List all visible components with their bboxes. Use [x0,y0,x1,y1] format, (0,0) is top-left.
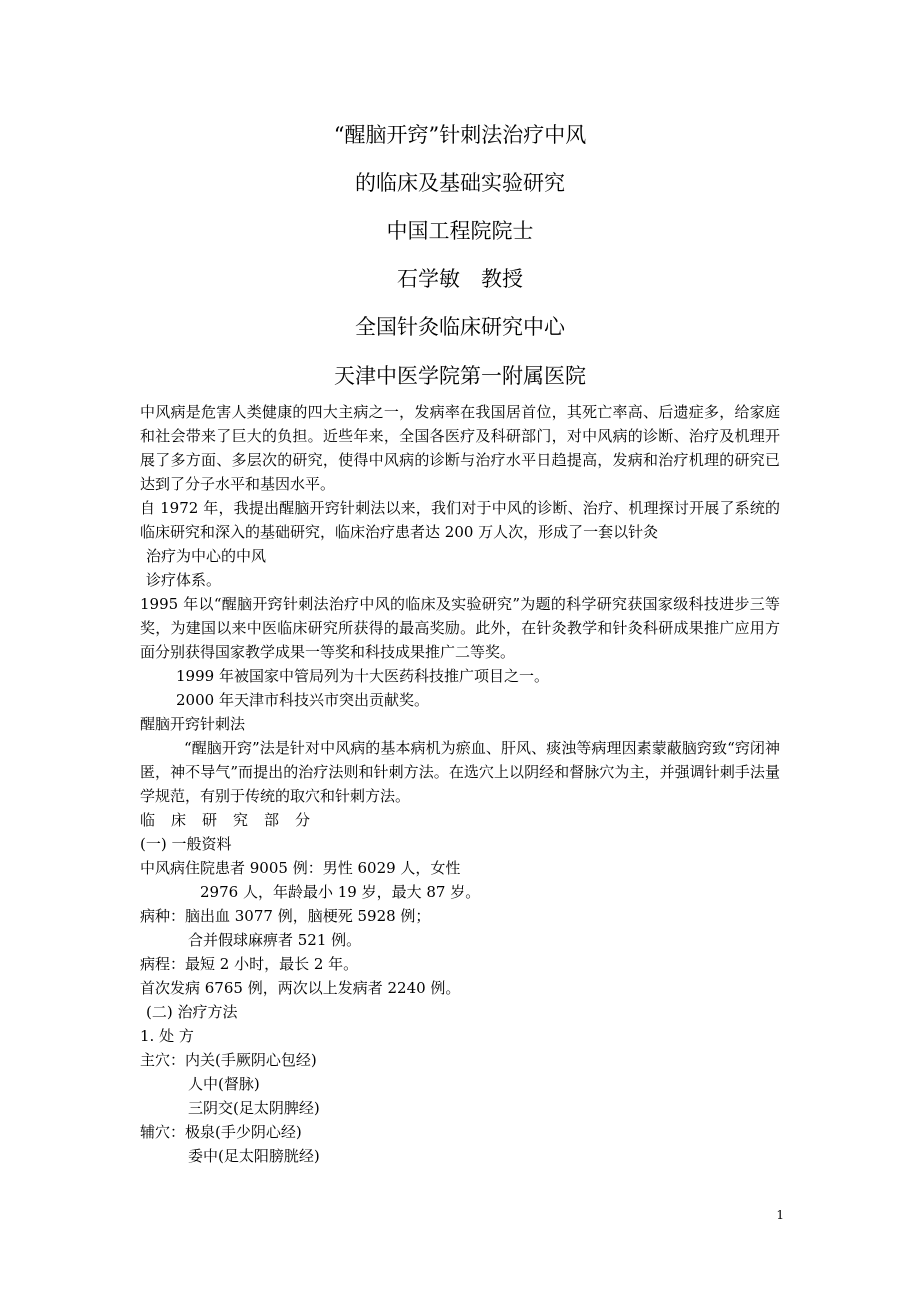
method-heading: 醒脑开窍针刺法 [140,715,246,733]
title-line-1: “醒脑开窍”针刺法治疗中风 [333,123,587,147]
document-body [140,400,780,1168]
affiliation-line-2: 天津中医学院第一附属医院 [334,364,586,388]
paragraph-1999: 1999 年被国家中管局列为十大医药科技推广项目之一。 [176,667,549,685]
general-data-heading: (一) 一般资料 [140,835,232,853]
paragraph-2000: 2000 年天津市科技兴市突出贡献奖。 [176,691,429,709]
patients-line-2: 2976 人，年龄最小 19 岁，最大 87 岁。 [200,883,481,901]
main-points-line-3: 三阴交(足太阴脾经) [188,1099,320,1117]
treatment-method-heading: (二) 治疗方法 [146,1003,238,1021]
author-line: 石学敏 教授 [397,267,523,291]
affiliation-line-1: 全国针灸临床研究中心 [355,315,565,339]
method-paragraph: “醒脑开窍”法是针对中风病的基本病机为瘀血、肝风、痰浊等病理因素蒙蔽脑窍致“窍闭神匿，神不导气”而提出的治疗法则和针刺方法。在选穴上以阴经和督脉穴为主，并强调针刺手法量学规范，有别于传统的取穴和针刺方法。 [140,739,780,805]
onset-line: 首次发病 6765 例，两次以上发病者 2240 例。 [140,979,461,997]
auxiliary-points-line-1: 辅穴：极泉(手少阴心经) [140,1123,302,1141]
title-line-2: 的临床及基础实验研究 [355,171,565,195]
intro-paragraph: 中风病是危害人类健康的四大主病之一，发病率在我国居首位，其死亡率高、后遗症多，给家庭和社会带来了巨大的负担。近些年来，全国各医疗及科研部门，对中风病的诊断、治疗及机理开展了多方面、多层次的研究，使得中风病的诊断与治疗水平日趋提高，发病和治疗机理的研究已达到了分子水平和基因水平。 [140,403,780,493]
prescription-heading: 1. 处 方 [140,1027,194,1045]
disease-type-line-1: 病种：脑出血 3077 例，脑梗死 5928 例； [140,907,431,925]
page-number: 1 [776,1208,784,1222]
paragraph-1972-continued-2: 诊疗体系。 [146,571,222,589]
title-line-3: 中国工程院院士 [386,219,534,243]
main-points-line-2: 人中(督脉) [188,1075,260,1093]
paragraph-1995: 1995 年以“醒脑开窍针刺法治疗中风的临床及实验研究”为题的科学研究获国家级科技进步三等奖，为建国以来中医临床研究所获得的最高奖励。此外，在针灸教学和针灸科研成果推广应用方面分别获得国家教学成果一等奖和科技成果推广二等奖。 [140,595,780,661]
disease-course-line: 病程：最短 2 小时，最长 2 年。 [140,955,359,973]
disease-type-line-2: 合并假球麻痹者 521 例。 [188,931,362,949]
paragraph-1972: 自 1972 年，我提出醒脑开窍针刺法以来，我们对于中风的诊断、治疗、机理探讨开展了系统的临床研究和深入的基础研究，临床治疗患者达 200 万人次，形成了一套以针灸 [140,499,780,541]
paragraph-1972-continued-1: 治疗为中心的中风 [146,547,267,565]
main-points-line-1: 主穴：内关(手厥阴心包经) [140,1051,317,1069]
auxiliary-points-line-2: 委中(足太阳膀胱经) [188,1147,320,1165]
clinical-section-heading: 临床研究部分 [140,811,327,829]
patients-line-1: 中风病住院患者 9005 例：男性 6029 人，女性 [140,859,461,877]
